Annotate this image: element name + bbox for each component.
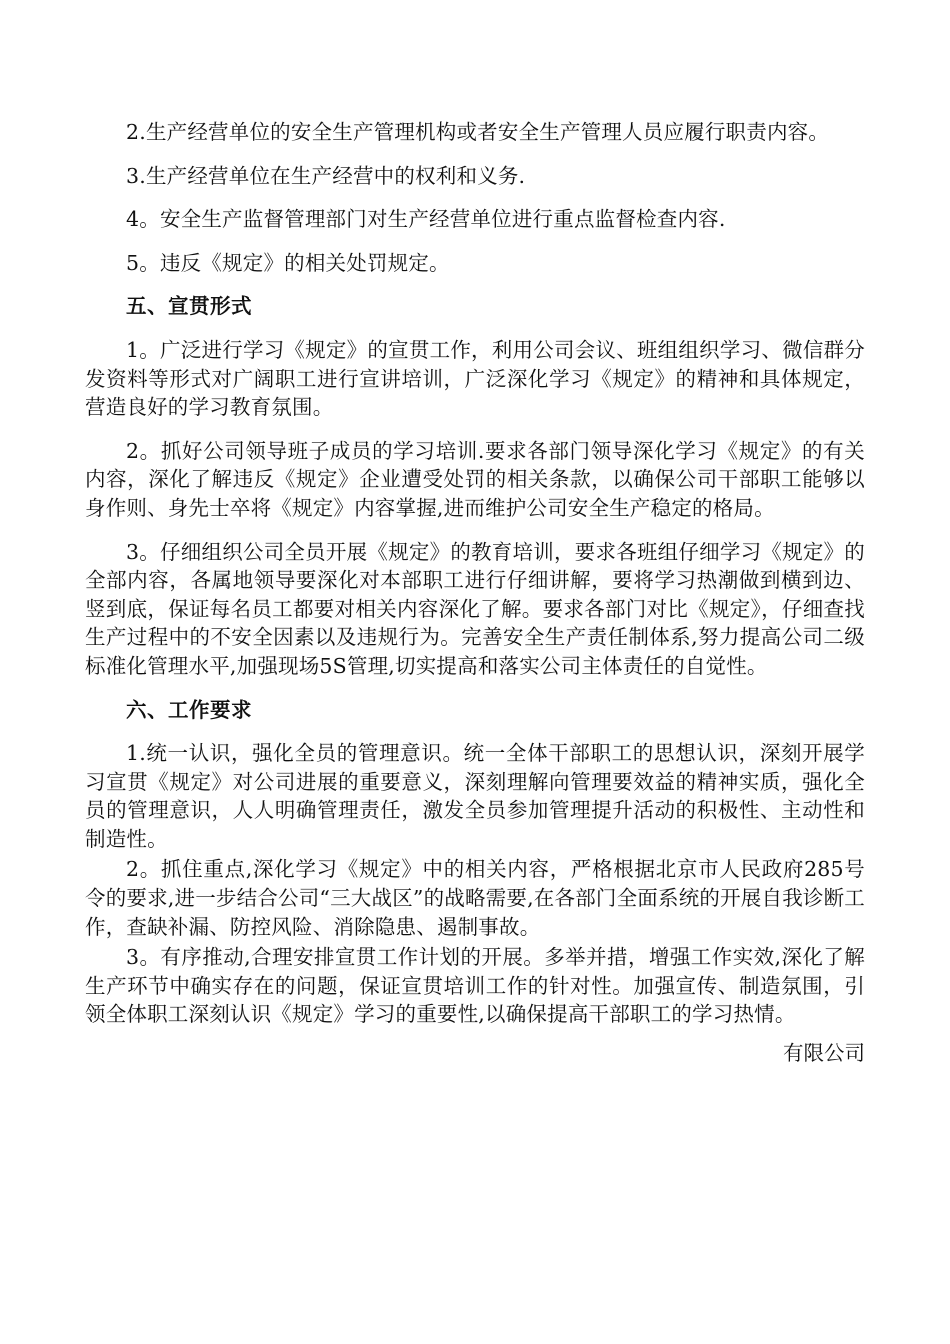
section6-paragraph-3: 3。有序推动,合理安排宣贯工作计划的开展。多举并措，增强工作实效,深化了解生产环节中确实存在的问题，保证宣贯培训工作的针对性。加强宣传、制造氛围，引领全体职工深刻认识《规定》学习的重要性,以确保提高干部职工的学习热情。 — [85, 945, 865, 1027]
section5-paragraph-3: 3。仔细组织公司全员开展《规定》的教育培训，要求各班组仔细学习《规定》的全部内容，各属地领导要深化对本部职工进行仔细讲解，要将学习热潮做到横到边、竖到底，保证每名员工都要对相关内容深化了解。要求各部门对比《规定》，仔细查找生产过程中的不安全因素以及违规行为。完善安全生产责任制体系,努力提高公司二级标准化管理水平,加强现场5S管理,切实提高和落实公司主体责任的自觉性。 — [85, 539, 865, 678]
paragraph-item-3: 3.生产经营单位在生产经营中的权利和义务. — [126, 163, 526, 188]
section6-paragraph-1: 1.统一认识，强化全员的管理意识。统一全体干部职工的思想认识，深刻开展学习宣贯《规定》对公司进展的重要意义，深刻理解向管理要效益的精神实质，强化全员的管理意识，人人明确管理责任，激发全员参加管理提升活动的积极性、主动性和制造性。 — [85, 741, 865, 851]
paragraph-item-5: 5。违反《规定》的相关处罚规定。 — [126, 250, 450, 275]
section5-paragraph-1: 1。广泛进行学习《规定》的宣贯工作，利用公司会议、班组组织学习、微信群分发资料等形式对广阔职工进行宣讲培训，广泛深化学习《规定》的精神和具体规定，营造良好的学习教育氛围。 — [85, 337, 865, 420]
paragraph-item-2: 2.生产经营单位的安全生产管理机构或者安全生产管理人员应履行职责内容。 — [126, 120, 830, 144]
section-heading-5: 五、宣贯形式 — [126, 294, 252, 319]
paragraph-item-4: 4。安全生产监督管理部门对生产经营单位进行重点监督检查内容. — [126, 207, 726, 232]
section6-paragraph-2: 2。抓住重点,深化学习《规定》中的相关内容，严格根据北京市人民政府285号令的要求,进一步结合公司“三大战区”的战略需要,在各部门全面系统的开展自我诊断工作，查缺补漏、防控风险、消除隐患、遏制事故。 — [85, 857, 865, 939]
section5-paragraph-2: 2。抓好公司领导班子成员的学习培训.要求各部门领导深化学习《规定》的有关内容，深化了解违反《规定》企业遭受处罚的相关条款，以确保公司干部职工能够以身作则、身先士卒将《规定》内容掌握,进而维护公司安全生产稳定的格局。 — [85, 438, 865, 520]
section-heading-6: 六、工作要求 — [126, 697, 252, 722]
document-page — [85, 118, 865, 1068]
signature-company: 有限公司 — [783, 1041, 865, 1066]
